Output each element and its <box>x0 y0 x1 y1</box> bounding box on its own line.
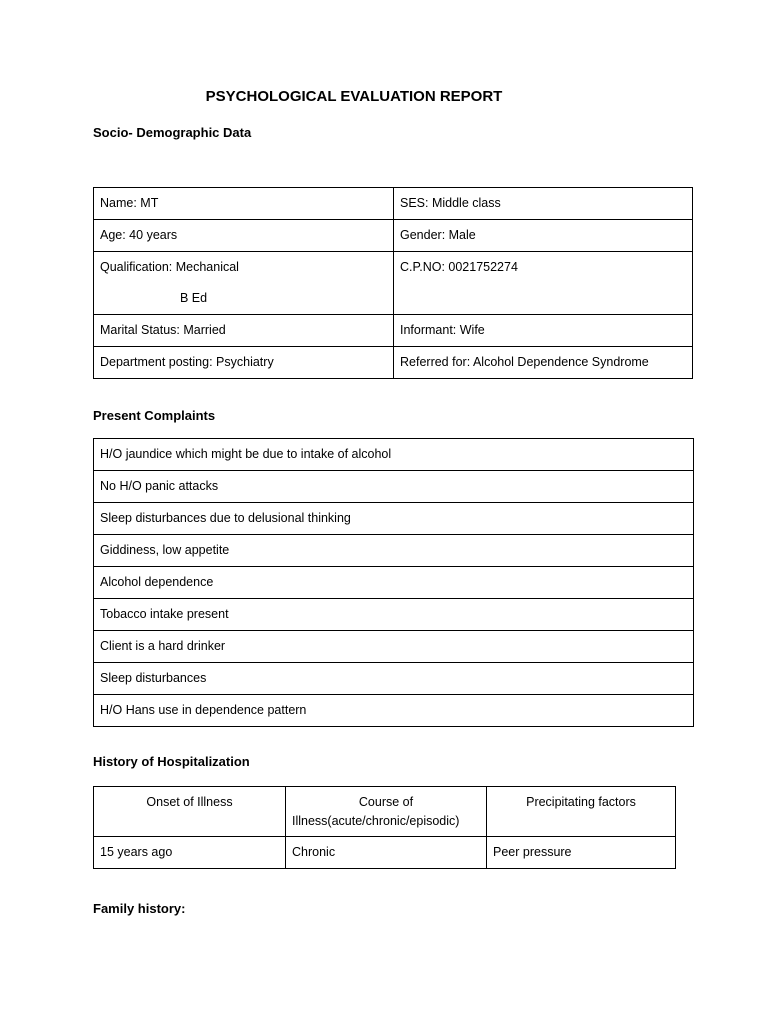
age-cell: Age: 40 years <box>94 220 394 252</box>
hospitalization-heading: History of Hospitalization <box>93 754 250 769</box>
onset-cell: 15 years ago <box>94 837 286 869</box>
complaint-item: No H/O panic attacks <box>94 471 694 503</box>
table-row <box>94 220 693 252</box>
course-header-line1: Course of <box>358 795 414 809</box>
table-row <box>94 695 694 727</box>
precipitating-cell: Peer pressure <box>487 837 676 869</box>
department-cell: Department posting: Psychiatry <box>94 347 394 379</box>
complaint-item: Sleep disturbances due to delusional thinking <box>94 503 694 535</box>
present-complaints-heading: Present Complaints <box>93 408 216 423</box>
qualification-cell <box>94 252 394 315</box>
cp-no-cell: C.P.NO: 0021752274 <box>394 252 693 315</box>
complaint-item: Tobacco intake present <box>94 599 694 631</box>
present-complaints-table <box>93 438 694 727</box>
table-row <box>94 567 694 599</box>
course-cell: Chronic <box>286 837 487 869</box>
table-row <box>94 347 693 379</box>
table-row <box>94 663 694 695</box>
name-cell: Name: MT <box>94 188 394 220</box>
table-row <box>94 837 676 869</box>
socio-demographic-heading: Socio- Demographic Data <box>93 125 252 140</box>
qualification-label: Qualification: Mechanical <box>100 260 239 274</box>
qualification-extra: B Ed <box>180 291 208 305</box>
complaint-item: H/O Hans use in dependence pattern <box>94 695 694 727</box>
table-row <box>94 252 693 315</box>
gender-cell: Gender: Male <box>394 220 693 252</box>
referred-for-cell: Referred for: Alcohol Dependence Syndrome <box>394 347 693 379</box>
report-title: PSYCHOLOGICAL EVALUATION REPORT <box>205 88 503 105</box>
informant-cell: Informant: Wife <box>394 315 693 347</box>
table-row <box>94 503 694 535</box>
course-header-line2: Illness(acute/chronic/episodic) <box>292 814 460 828</box>
table-row <box>94 599 694 631</box>
family-history-heading: Family history: <box>93 901 186 916</box>
hospitalization-table <box>93 786 676 869</box>
table-header-row <box>94 787 676 837</box>
precipitating-header: Precipitating factors <box>487 787 676 837</box>
complaint-item: Alcohol dependence <box>94 567 694 599</box>
complaint-item: Sleep disturbances <box>94 663 694 695</box>
socio-demographic-table <box>93 187 693 379</box>
marital-status-cell: Marital Status: Married <box>94 315 394 347</box>
complaint-item: Giddiness, low appetite <box>94 535 694 567</box>
table-row <box>94 439 694 471</box>
table-row <box>94 535 694 567</box>
onset-header: Onset of Illness <box>94 787 286 837</box>
complaint-item: Client is a hard drinker <box>94 631 694 663</box>
course-header <box>286 787 487 837</box>
complaint-item: H/O jaundice which might be due to intake of alcohol <box>94 439 694 471</box>
table-row <box>94 471 694 503</box>
table-row <box>94 315 693 347</box>
ses-cell: SES: Middle class <box>394 188 693 220</box>
table-row <box>94 631 694 663</box>
table-row <box>94 188 693 220</box>
